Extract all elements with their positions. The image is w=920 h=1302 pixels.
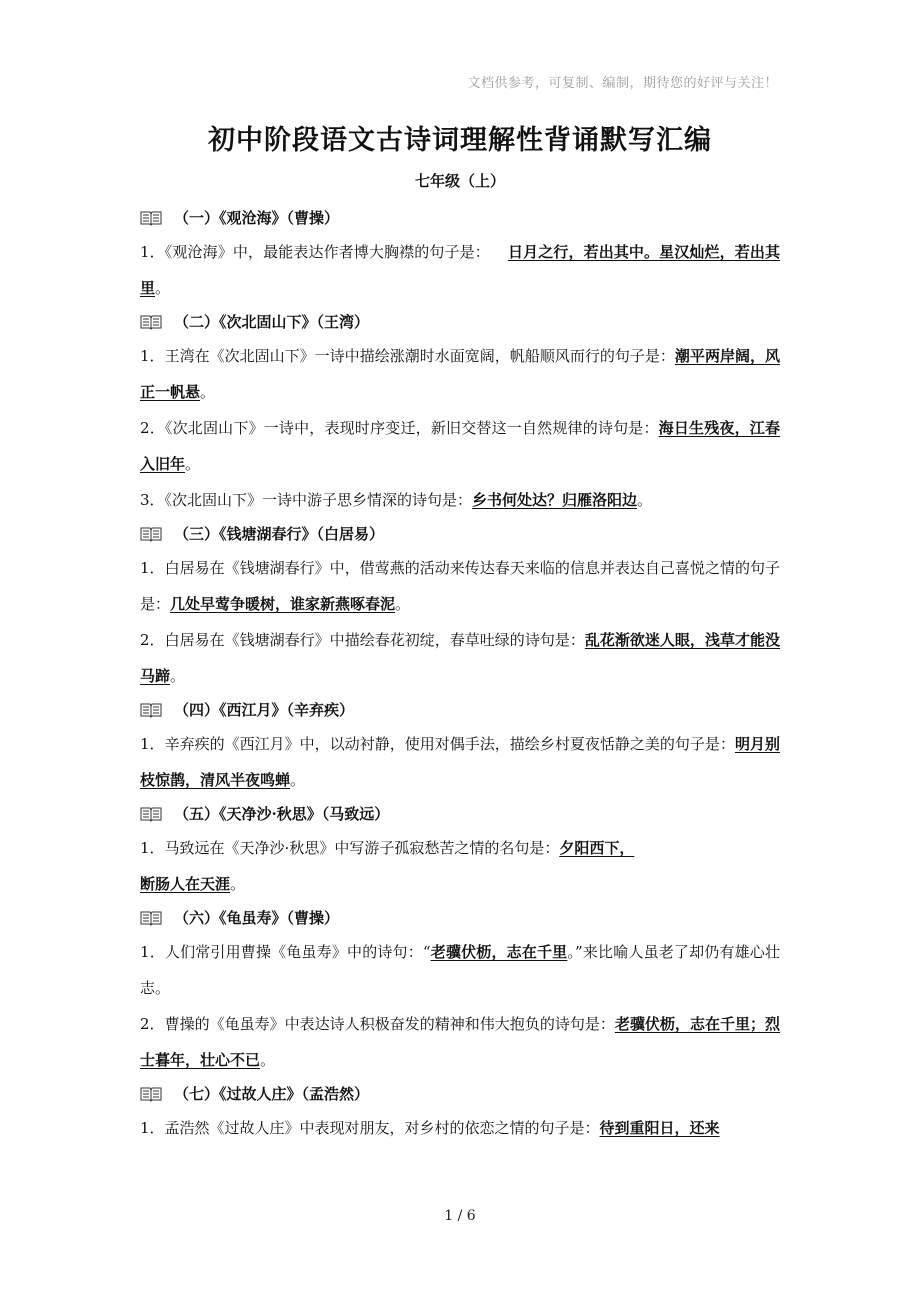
section-heading (140, 798, 780, 830)
book-icon (140, 1086, 162, 1102)
answer-text: 乡书何处达？归雁洛阳边 (472, 491, 638, 509)
answer-text: 老骥伏枥，志在千里 (430, 943, 568, 961)
answer-text: 待到重阳日，还来 (599, 1119, 720, 1137)
answer-end: 。 (155, 279, 171, 297)
book-icon (140, 910, 162, 926)
section-title: （一）《观沧海》（曹操） (174, 209, 340, 227)
answer-end: 。”来比喻人虽老了却仍有雄心壮志。 (140, 943, 781, 997)
answer-end: 。 (637, 491, 653, 509)
answer-end: 。 (290, 771, 306, 789)
question-text: 1．人们常引用曹操《龟虽寿》中的诗句：“ (140, 943, 431, 961)
book-icon (140, 702, 162, 718)
section-heading (140, 306, 780, 338)
book-icon (140, 806, 162, 822)
section-heading (140, 1078, 780, 1110)
list-item (140, 482, 780, 518)
answer-text: 断肠人在天涯 (140, 875, 231, 893)
book-icon (140, 314, 162, 330)
question-text: 3．《次北固山下》一诗中游子思乡情深的诗句是： (140, 491, 473, 509)
list-item (140, 338, 780, 410)
answer-text: 乱花渐欲迷人眼，浅草才能没马蹄 (140, 631, 780, 685)
question-text: 1．孟浩然《过故人庄》中表现对朋友，对乡村的依恋之情的句子是： (140, 1119, 600, 1137)
list-item (140, 1110, 780, 1146)
answer-end: 。 (395, 595, 411, 613)
answer-text: 几处早莺争暖树，谁家新燕啄春泥 (170, 595, 396, 613)
answer-end: 。 (200, 383, 216, 401)
answer-text: 明月别枝惊鹊，清风半夜鸣蝉 (140, 735, 780, 789)
list-item (140, 726, 780, 798)
question-text: 2．白居易在《钱塘湖春行》中描绘春花初绽，春草吐绿的诗句是： (140, 631, 585, 649)
section-title: （二）《次北固山下》（王湾） (174, 313, 370, 331)
section-title: （七）《过故人庄》（孟浩然） (174, 1085, 370, 1103)
question-text: 1．白居易在《钱塘湖春行》中，借莺燕的活动来传达春天来临的信息并表达自己喜悦之情的句子是： (140, 559, 780, 613)
list-item (140, 934, 780, 1006)
question-text: 2．曹操的《龟虽寿》中表达诗人积极奋发的精神和伟大抱负的诗句是： (140, 1015, 615, 1033)
question-text: 1．辛弃疾的《西江月》中，以动衬静，使用对偶手法，描绘乡村夏夜恬静之美的句子是： (140, 735, 735, 753)
question-text: 1．王湾在《次北固山下》一诗中描绘涨潮时水面宽阔，帆船顺风而行的句子是： (140, 347, 675, 365)
question-text: 1．马致远在《天净沙·秋思》中写游子孤寂愁苦之情的名句是： (140, 839, 560, 857)
answer-end: 。 (230, 875, 246, 893)
answer-text: 海日生残夜，江春入旧年 (140, 419, 780, 473)
section-title: （六）《龟虽寿》（曹操） (174, 909, 340, 927)
answer-text: 老骥伏枥，志在千里；烈士暮年，壮心不已 (140, 1015, 780, 1069)
header-note: 文档供参考，可复制、编制，期待您的好评与关注！ (467, 76, 778, 91)
book-icon (140, 210, 162, 226)
answer-text: 日月之行，若出其中。星汉灿烂，若出其里 (140, 243, 780, 297)
answer-end: 。 (260, 1051, 276, 1069)
document-body (140, 202, 780, 1146)
section-title: （五）《天净沙·秋思》（马致远） (174, 805, 390, 823)
section-title: （四）《西江月》（辛弃疾） (174, 701, 355, 719)
answer-text: 夕阳西下， (559, 839, 635, 857)
section-heading (140, 902, 780, 934)
section-heading (140, 518, 780, 550)
answer-end: 。 (170, 667, 186, 685)
page-number: 1 / 6 (444, 1208, 476, 1224)
document-title: 初中阶段语文古诗词理解性背诵默写汇编 (208, 125, 712, 156)
section-title: （三）《钱塘湖春行》（白居易） (174, 525, 385, 543)
answer-end: 。 (185, 455, 201, 473)
section-heading (140, 202, 780, 234)
grade-subtitle: 七年级（上） (414, 172, 505, 190)
list-item (140, 234, 780, 306)
list-item (140, 830, 780, 902)
list-item (140, 550, 780, 622)
book-icon (140, 526, 162, 542)
question-text: 2．《次北固山下》一诗中，表现时序变迁，新旧交替这一自然规律的诗句是： (140, 419, 659, 437)
answer-text: 潮平两岸阔，风正一帆悬 (140, 347, 780, 401)
section-heading (140, 694, 780, 726)
list-item (140, 622, 780, 694)
question-text: 1．《观沧海》中，最能表达作者博大胸襟的句子是： (140, 243, 490, 261)
list-item (140, 410, 780, 482)
list-item (140, 1006, 780, 1078)
